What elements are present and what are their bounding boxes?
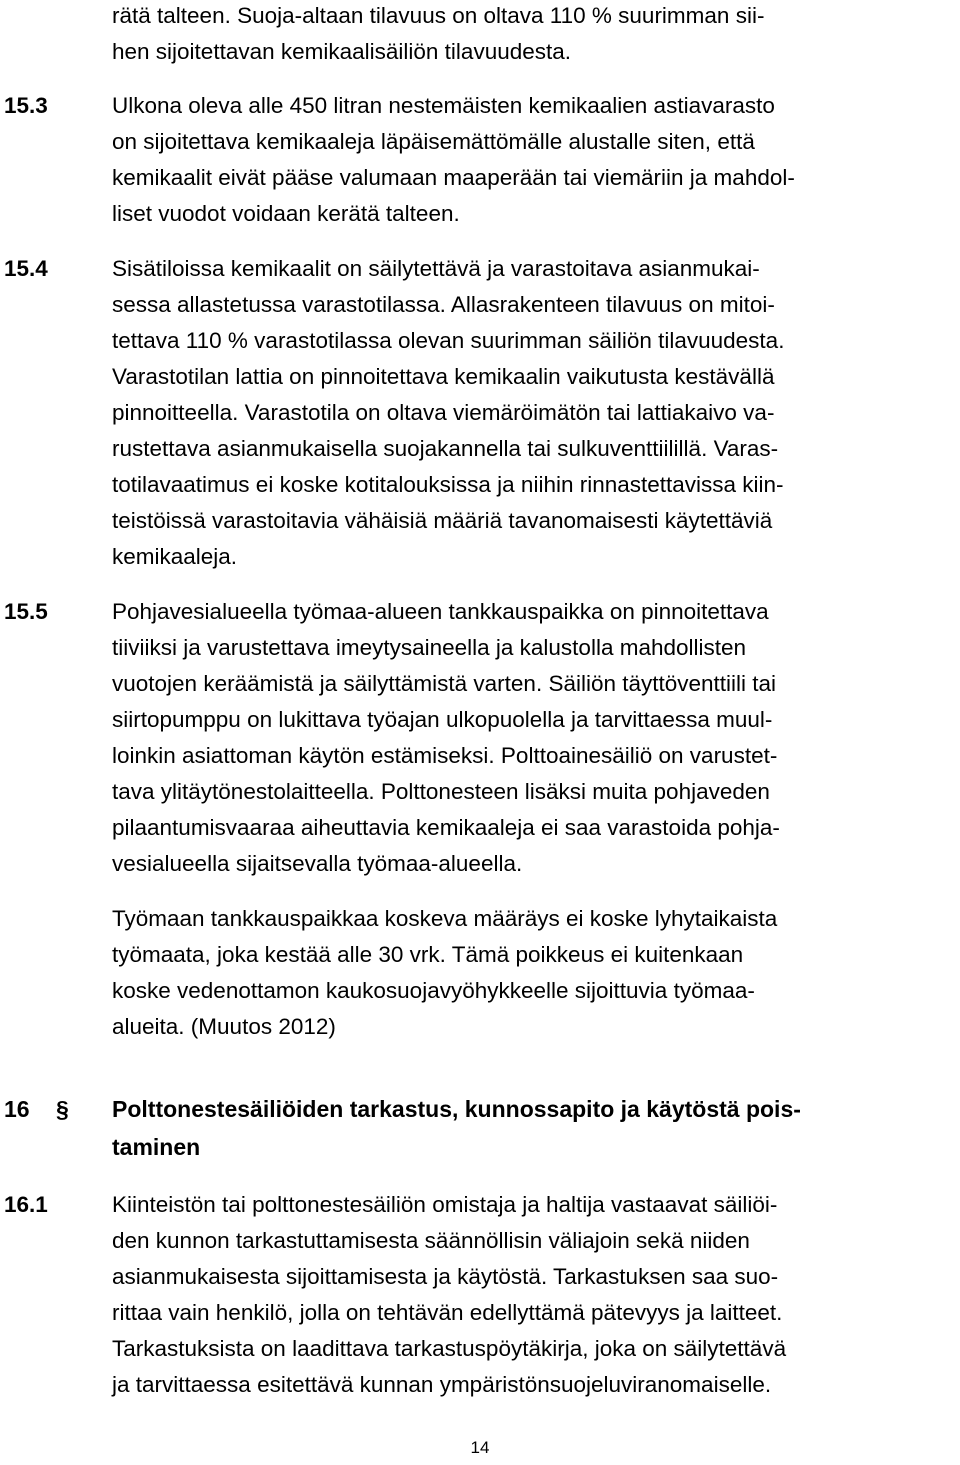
section-15-5-line-2: tiiviiksi ja varustettava imeytysaineella ja kalustolla mahdollisten — [112, 635, 747, 660]
section-15-5-line-7: pilaantumisvaaraa aiheuttavia kemikaaleja ei saa varastoida pohja- — [112, 815, 780, 840]
section-15-4-line-7: totilavaatimus ei koske kotitalouksissa ja niihin rinnastettavissa kiin- — [112, 472, 784, 497]
section-15-5-line-3: vuotojen keräämistä ja säilyttämistä varten. Säiliön täyttöventtiili tai — [112, 671, 777, 696]
section-number-16-1: 16.1 — [4, 1192, 48, 1217]
section-number-15-4: 15.4 — [4, 256, 48, 281]
heading-16-line-2: taminen — [112, 1134, 201, 1160]
section-15-3-line-1: Ulkona oleva alle 450 litran nestemäisten kemikaalien astiavarasto — [112, 93, 775, 118]
section-15-4-line-1: Sisätiloissa kemikaalit on säilytettävä ja varastoitava asianmukai- — [112, 256, 760, 281]
section-16-1-line-6: ja tarvittaessa esitettävä kunnan ympäristönsuojeluviranomaiselle. — [112, 1372, 772, 1397]
section-number-15-3: 15.3 — [4, 93, 48, 118]
section-15-3-line-4: liset vuodot voidaan kerätä talteen. — [112, 201, 460, 226]
section-15-4-line-3: tettava 110 % varastotilassa olevan suurimman säiliön tilavuudesta. — [112, 328, 785, 353]
section-15-5-line-1: Pohjavesialueella työmaa-alueen tankkauspaikka on pinnoitettava — [112, 599, 769, 624]
section-15-5-extra-line-2: työmaata, joka kestää alle 30 vrk. Tämä poikkeus ei kuitenkaan — [112, 942, 744, 967]
section-15-5-extra-line-4: alueita. (Muutos 2012) — [112, 1014, 336, 1039]
section-15-4-line-6: rustettava asianmukaisella suojakannella tai sulkuventtiilillä. Varas- — [112, 436, 779, 461]
section-15-5-extra-line-1: Työmaan tankkauspaikkaa koskeva määräys ei koske lyhytaikaista — [112, 906, 778, 931]
section-16-1-line-2: den kunnon tarkastuttamisesta säännöllisin väliajoin sekä niiden — [112, 1228, 750, 1253]
section-16-1-line-5: Tarkastuksista on laadittava tarkastuspöytäkirja, joka on säilytettävä — [112, 1336, 787, 1361]
heading-16-line-1: Polttonestesäiliöiden tarkastus, kunnossapito ja käytöstä pois- — [112, 1096, 801, 1122]
section-15-4-line-9: kemikaaleja. — [112, 544, 238, 569]
section-number-15-5: 15.5 — [4, 599, 48, 624]
section-15-4-line-8: teistöissä varastoitavia vähäisiä määriä tavanomaisesti käytettäviä — [112, 508, 773, 533]
section-15-5-line-5: loinkin asiattoman käytön estämiseksi. Polttoainesäiliö on varustet- — [112, 743, 778, 768]
heading-16-number: 16 — [4, 1096, 30, 1122]
section-symbol: § — [56, 1096, 69, 1122]
section-15-4-line-5: pinnoitteella. Varastotila on oltava viemäröimätön tai lattiakaivo va- — [112, 400, 775, 425]
section-15-4-line-2: sessa allastetussa varastotilassa. Allasrakenteen tilavuus on mitoi- — [112, 292, 775, 317]
section-16-1-line-3: asianmukaisesta sijoittamisesta ja käytöstä. Tarkastuksen saa suo- — [112, 1264, 779, 1289]
page-number: 14 — [470, 1438, 490, 1457]
section-16-1-line-4: rittaa vain henkilö, jolla on tehtävän edellyttämä pätevyys ja laitteet. — [112, 1300, 783, 1325]
section-15-4-line-4: Varastotilan lattia on pinnoitettava kemikaalin vaikutusta kestävällä — [112, 364, 775, 389]
section-15-3-line-3: kemikaalit eivät pääse valumaan maaperään tai viemäriin ja mahdol- — [112, 165, 795, 190]
section-15-3-line-2: on sijoitettava kemikaaleja läpäisemättömälle alustalle siten, että — [112, 129, 755, 154]
section-15-5-line-6: tava ylitäytönestolaitteella. Polttonesteen lisäksi muita pohjaveden — [112, 779, 770, 804]
section-16-1-line-1: Kiinteistön tai polttonestesäiliön omistaja ja haltija vastaavat säiliöi- — [112, 1192, 778, 1217]
section-15-5-extra-line-3: koske vedenottamon kaukosuojavyöhykkeelle sijoittuvia työmaa- — [112, 978, 755, 1003]
section-15-5-line-4: siirtopumppu on lukittava työajan ulkopuolella ja tarvittaessa muul- — [112, 707, 773, 732]
section-15-5-line-8: vesialueella sijaitsevalla työmaa-alueella. — [112, 851, 523, 876]
intro-line-2: hen sijoitettavan kemikaalisäiliön tilavuudesta. — [112, 39, 572, 64]
intro-line-1: rätä talteen. Suoja-altaan tilavuus on oltava 110 % suurimman sii- — [112, 3, 765, 28]
